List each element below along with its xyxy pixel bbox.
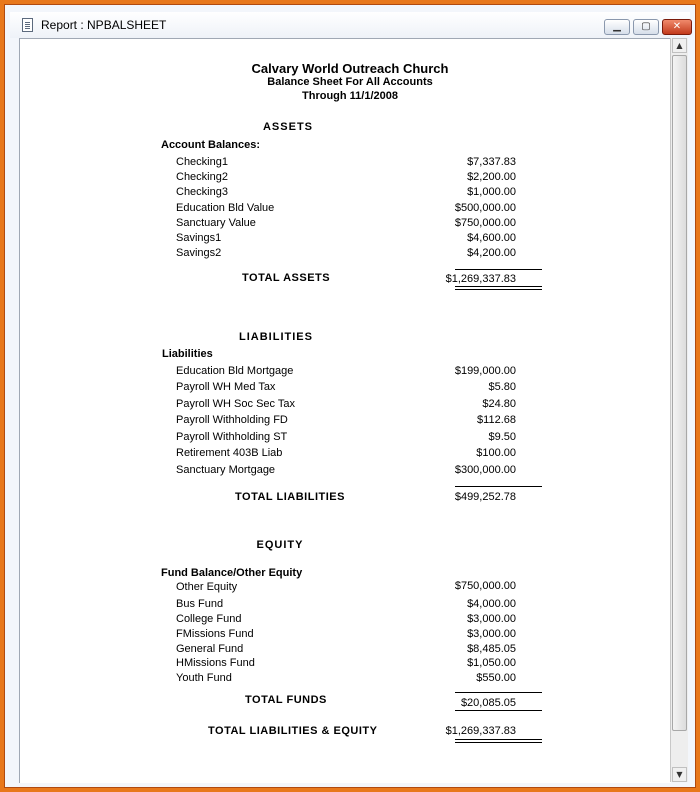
asset-item-label: Checking3 bbox=[176, 186, 228, 198]
equity-item-label: Other Equity bbox=[176, 581, 238, 593]
title-bar[interactable] bbox=[10, 12, 690, 38]
liability-item-amount: $112.68 bbox=[477, 414, 516, 426]
equity-item-label: College Fund bbox=[176, 613, 242, 625]
asset-item-label: Checking2 bbox=[176, 171, 228, 183]
liability-item-label: Retirement 403B Liab bbox=[176, 447, 283, 459]
liabilities-group-label: Liabilities bbox=[162, 348, 213, 360]
asset-item-label: Sanctuary Value bbox=[176, 217, 256, 229]
liability-item-amount: $300,000.00 bbox=[454, 464, 516, 476]
equity-item-amount: $8,485.05 bbox=[467, 643, 516, 655]
liability-item-label: Payroll WH Soc Sec Tax bbox=[176, 398, 296, 410]
double-rule-bottom bbox=[455, 742, 542, 743]
vertical-scrollbar[interactable] bbox=[670, 38, 688, 782]
equity-item-amount: $3,000.00 bbox=[467, 613, 516, 625]
grand-total-amount: $1,269,337.83 bbox=[445, 725, 516, 737]
scroll-up-icon[interactable]: ▲ bbox=[672, 38, 687, 53]
scroll-thumb[interactable] bbox=[672, 55, 687, 731]
total-funds-amount: $20,085.05 bbox=[460, 697, 516, 709]
liability-item-amount: $5.80 bbox=[488, 381, 516, 393]
grand-total-label: TOTAL LIABILITIES & EQUITY bbox=[208, 725, 378, 737]
total-rule bbox=[455, 692, 542, 693]
double-rule-bottom bbox=[455, 289, 542, 290]
liability-item-amount: $9.50 bbox=[488, 431, 516, 443]
equity-heading: EQUITY bbox=[256, 539, 304, 551]
asset-item-amount: $7,337.83 bbox=[467, 156, 516, 168]
equity-item-amount: $550.00 bbox=[476, 672, 516, 684]
asset-item-amount: $4,600.00 bbox=[467, 232, 516, 244]
equity-item-amount: $1,050.00 bbox=[467, 657, 516, 669]
asset-item-label: Savings2 bbox=[176, 247, 222, 259]
liability-item-amount: $199,000.00 bbox=[454, 365, 516, 377]
liability-item-amount: $24.80 bbox=[482, 398, 516, 410]
minimize-button[interactable]: ▁ bbox=[604, 19, 630, 35]
liability-item-label: Sanctuary Mortgage bbox=[176, 464, 276, 476]
double-rule-top bbox=[455, 286, 542, 287]
total-rule bbox=[455, 710, 542, 711]
equity-group-label: Fund Balance/Other Equity bbox=[161, 567, 303, 579]
asset-item-label: Education Bld Value bbox=[176, 202, 275, 214]
asset-item-label: Savings1 bbox=[176, 232, 222, 244]
assets-group-label: Account Balances: bbox=[161, 139, 261, 151]
asset-item-amount: $500,000.00 bbox=[454, 202, 516, 214]
report-subtitle: Balance Sheet For All Accounts bbox=[267, 76, 433, 88]
asset-item-amount: $1,000.00 bbox=[467, 186, 516, 198]
maximize-button[interactable]: ▢ bbox=[633, 19, 659, 35]
organization-name: Calvary World Outreach Church bbox=[251, 61, 449, 76]
liabilities-heading: LIABILITIES bbox=[239, 331, 313, 343]
total-rule bbox=[455, 269, 542, 270]
asset-item-amount: $750,000.00 bbox=[454, 217, 516, 229]
report-page bbox=[19, 38, 671, 783]
asset-item-label: Checking1 bbox=[176, 156, 228, 168]
window-title: Report : NPBALSHEET bbox=[41, 18, 167, 32]
report-date-line: Through 11/1/2008 bbox=[302, 90, 398, 102]
assets-heading: ASSETS bbox=[262, 121, 314, 133]
asset-item-amount: $2,200.00 bbox=[467, 171, 516, 183]
total-funds-label: TOTAL FUNDS bbox=[245, 694, 327, 706]
total-liabilities-amount: $499,252.78 bbox=[454, 491, 516, 503]
equity-item-label: Youth Fund bbox=[176, 672, 232, 684]
liability-item-label: Payroll WH Med Tax bbox=[176, 381, 276, 393]
asset-item-amount: $4,200.00 bbox=[467, 247, 516, 259]
equity-item-label: Bus Fund bbox=[176, 598, 224, 610]
total-liabilities-label: TOTAL LIABILITIES bbox=[235, 491, 345, 503]
liability-item-label: Payroll Withholding ST bbox=[176, 431, 288, 443]
liability-item-label: Education Bld Mortgage bbox=[176, 365, 294, 377]
equity-item-label: HMissions Fund bbox=[176, 657, 255, 669]
equity-item-amount: $4,000.00 bbox=[467, 598, 516, 610]
scroll-down-icon[interactable]: ▼ bbox=[672, 767, 687, 782]
report-document-icon bbox=[22, 18, 33, 32]
liability-item-amount: $100.00 bbox=[476, 447, 516, 459]
total-assets-amount: $1,269,337.83 bbox=[445, 273, 516, 285]
total-rule bbox=[455, 486, 542, 487]
equity-item-amount: $3,000.00 bbox=[467, 628, 516, 640]
equity-item-amount: $750,000.00 bbox=[454, 580, 516, 592]
equity-item-label: FMissions Fund bbox=[176, 628, 254, 640]
close-button[interactable]: ✕ bbox=[662, 19, 692, 35]
double-rule-top bbox=[455, 739, 542, 740]
equity-item-label: General Fund bbox=[176, 643, 244, 655]
total-assets-label: TOTAL ASSETS bbox=[242, 272, 331, 284]
liability-item-label: Payroll Withholding FD bbox=[176, 414, 288, 426]
